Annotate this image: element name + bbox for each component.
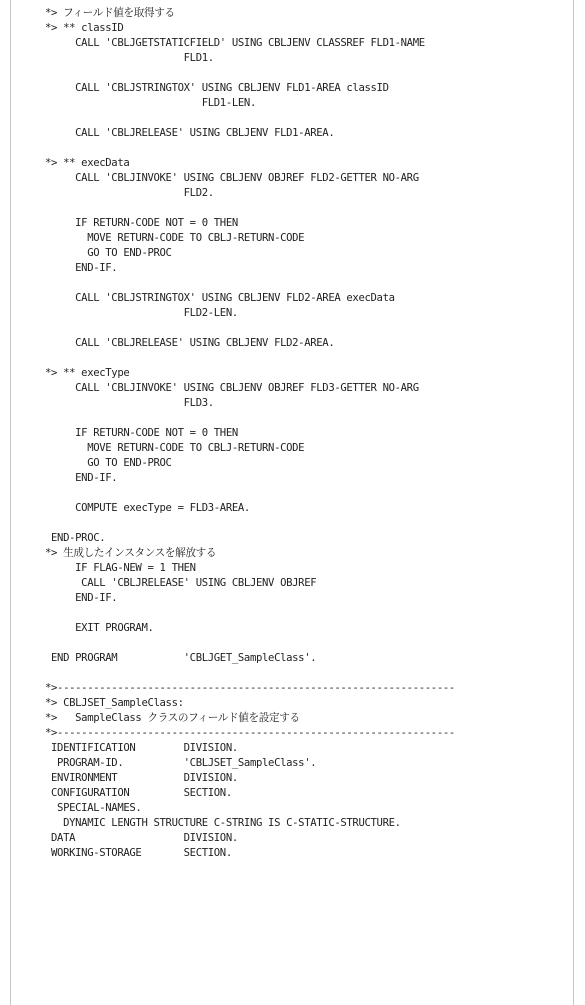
code-line: FLD1-LEN. [45, 97, 256, 109]
code-line: END-IF. [45, 472, 118, 484]
code-line: END-PROC. [45, 532, 106, 544]
code-line: *> ** execData [45, 157, 130, 169]
code-line: ENVIRONMENT DIVISION. [45, 772, 238, 784]
code-line [45, 486, 455, 501]
code-line: MOVE RETURN-CODE TO CBLJ-RETURN-CODE [45, 232, 305, 244]
code-line: CONFIGURATION SECTION. [45, 787, 232, 799]
code-line: *> SampleClass クラスのフィールド値を設定する [45, 712, 300, 724]
code-line: IDENTIFICATION DIVISION. [45, 742, 238, 754]
code-line: PROGRAM-ID. 'CBLJSET_SampleClass'. [45, 757, 317, 769]
code-listing-frame [10, 0, 574, 1005]
code-line: WORKING-STORAGE SECTION. [45, 847, 232, 859]
code-line: DATA DIVISION. [45, 832, 238, 844]
code-line: *> フィールド値を取得する [45, 7, 175, 19]
code-line: CALL 'CBLJRELEASE' USING CBLJENV FLD1-AREA. [45, 127, 335, 139]
code-line [45, 606, 455, 621]
code-line [45, 636, 455, 651]
code-line: CALL 'CBLJRELEASE' USING CBLJENV FLD2-AREA. [45, 337, 335, 349]
code-line [45, 66, 455, 81]
code-line: IF FLAG-NEW = 1 THEN [45, 562, 196, 574]
code-line: GO TO END-PROC [45, 457, 172, 469]
code-line: CALL 'CBLJINVOKE' USING CBLJENV OBJREF FLD2-GETTER NO-ARG [45, 172, 419, 184]
code-line: *> 生成したインスタンスを解放する [45, 547, 217, 559]
code-line: *> ** classID [45, 22, 124, 34]
code-line: CALL 'CBLJSTRINGTOX' USING CBLJENV FLD1-AREA classID [45, 82, 389, 94]
code-line [45, 666, 455, 681]
code-line [45, 201, 455, 216]
code-line: IF RETURN-CODE NOT = 0 THEN [45, 427, 238, 439]
code-line: FLD2. [45, 187, 214, 199]
code-line: MOVE RETURN-CODE TO CBLJ-RETURN-CODE [45, 442, 305, 454]
code-line: CALL 'CBLJINVOKE' USING CBLJENV OBJREF FLD3-GETTER NO-ARG [45, 382, 419, 394]
code-line: CALL 'CBLJGETSTATICFIELD' USING CBLJENV CLASSREF FLD1-NAME [45, 37, 425, 49]
code-line [45, 351, 455, 366]
code-line: *> ** execType [45, 367, 130, 379]
code-listing [45, 6, 455, 861]
code-line: FLD2-LEN. [45, 307, 238, 319]
code-line [45, 516, 455, 531]
code-line: END-IF. [45, 262, 118, 274]
code-line: IF RETURN-CODE NOT = 0 THEN [45, 217, 238, 229]
code-line: END PROGRAM 'CBLJGET_SampleClass'. [45, 652, 317, 664]
code-line: CALL 'CBLJRELEASE' USING CBLJENV OBJREF [45, 577, 317, 589]
code-line: *> CBLJSET_SampleClass: [45, 697, 184, 709]
code-line: CALL 'CBLJSTRINGTOX' USING CBLJENV FLD2-AREA execData [45, 292, 395, 304]
code-line: EXIT PROGRAM. [45, 622, 154, 634]
code-line: *>------------------------------------------------------------------ [45, 682, 455, 694]
code-line: DYNAMIC LENGTH STRUCTURE C-STRING IS C-STATIC-STRUCTURE. [45, 817, 401, 829]
code-line: GO TO END-PROC [45, 247, 172, 259]
code-line: FLD3. [45, 397, 214, 409]
code-line [45, 141, 455, 156]
code-line: SPECIAL-NAMES. [45, 802, 142, 814]
code-line [45, 411, 455, 426]
code-line [45, 111, 455, 126]
code-line: COMPUTE execType = FLD3-AREA. [45, 502, 250, 514]
code-line: FLD1. [45, 52, 214, 64]
code-line [45, 321, 455, 336]
code-line: *>------------------------------------------------------------------ [45, 727, 455, 739]
code-line: END-IF. [45, 592, 118, 604]
code-line [45, 276, 455, 291]
